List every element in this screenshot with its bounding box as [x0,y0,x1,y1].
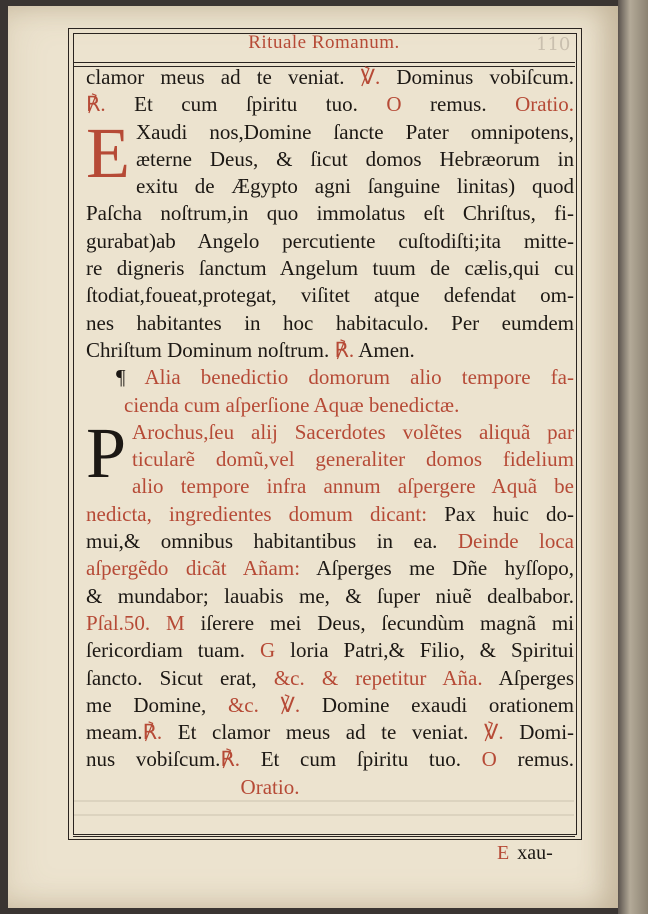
text-line: clamor meus ad te veniat. ℣. Dominus vobiſcum. [86,65,575,89]
text-line: ſtodiat,foueat,protegat, viſitet atque defendat om- [86,283,574,308]
text-line: aſpergẽdo dicãt Añam: Aſperges me Dñe hyſſopo, [86,556,574,581]
text-line: ℟. Et cum ſpiritu tuo. O remus. Oratio. [86,92,575,117]
header-rule [73,62,575,63]
text-line: Paſcha noſtrum,in quo immolatus eſt Chriſtus, fi- [86,201,574,226]
text-line: me Domine, &c. ℣. Domine exaudi orationem [86,692,574,717]
text-line: Pſal.50. M iſerere mei Deus, ſecundùm magnã mi [86,610,574,635]
bottom-rule [73,836,575,837]
text-line: Chriſtum Dominum noſtrum. ℟. Amen. [86,337,415,362]
oratio-heading: Oratio. [240,774,300,799]
drop-capital-p: P [86,412,127,493]
rubric-line: ticularẽ domũ,vel generaliter domos fidelium [132,447,574,472]
text-line: mui,& omnibus habitantibus in ea. Deinde loca [86,529,574,554]
drop-capital-e: E [86,112,130,193]
text-line: nus vobiſcum.℟. Et cum ſpiritu tuo. O remus. [86,747,575,772]
text-line: re digneris ſanctum Angelum tuum de cælis,qui cu [86,256,574,281]
page-edge [618,0,648,914]
text-line: gurabat)ab Angelo percutiente cuſtodiſti;ita mitte- [86,228,574,253]
text-line: nedicta, ingredientes domum dicant: Pax huic do- [86,501,575,526]
text-line: æterne Deus, & ſicut domos Hebræorum in [135,146,574,171]
page-text [86,64,574,801]
text-line: ſancto. Sicut erat, &c. & repetitur Aña. Aſperges [86,665,575,690]
running-title: Rituale Romanum. [248,32,400,53]
page-number: 110 [536,34,571,55]
catchword: E xau- [497,842,553,864]
pilcrow: ¶ [116,365,126,390]
rubric-line: cienda cum aſperſione Aquæ benedictæ. [124,392,460,417]
rubric-line: ¶ Alia benedictio domorum alio tempore fa- [116,365,574,390]
text-line: nes habitantes in hoc habitaculo. Per eumdem [86,310,574,335]
show-through-text [74,788,574,828]
text-line: ſericordiam tuam. G loria Patri,& Filio, & Spiritui [86,638,574,663]
text-line: Xaudi nos,Domine ſancte Pater omnipotens, [135,119,574,144]
text-line: exitu de Ægypto agni ſanguine linitas) quod [135,174,574,199]
text-line: meam.℟. Et clamor meus ad te veniat. ℣. Domi- [86,720,575,745]
rubric-line: Arochus,ſeu alij Sacerdotes volẽtes aliquã par [132,419,574,444]
rubric-line: alio tempore infra annum aſpergere Aquã be [132,474,574,499]
text-line: & mundabor; lauabis me, & ſuper niuẽ dealbabor. [86,583,574,608]
